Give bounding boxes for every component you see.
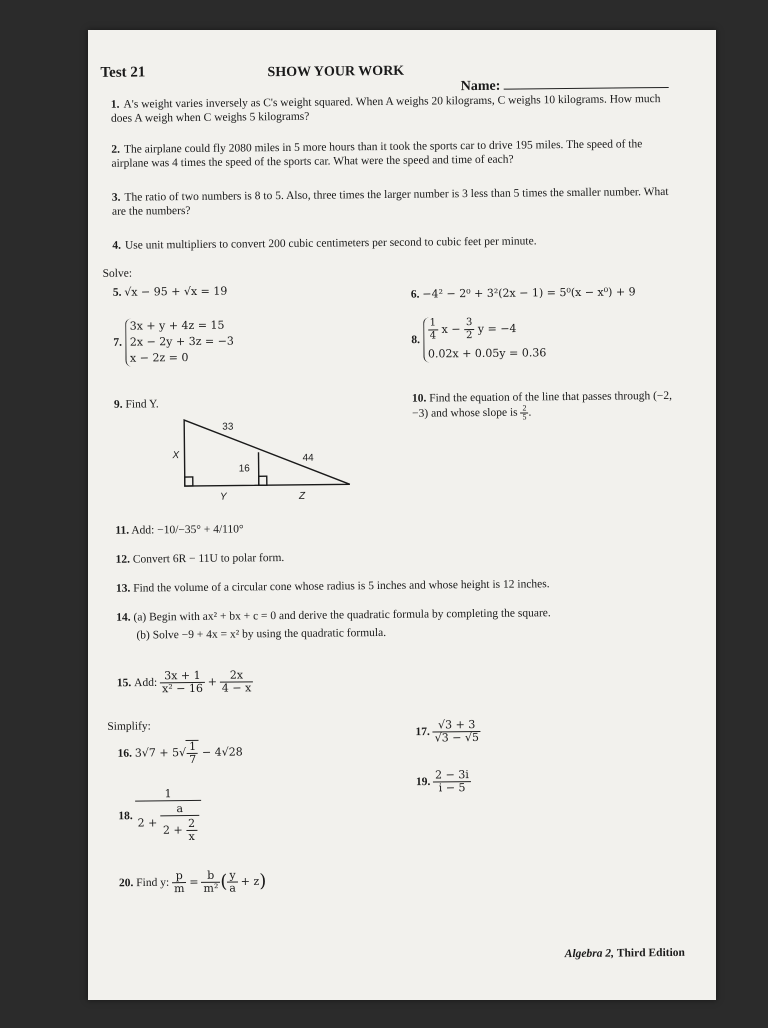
problem-15: 15. Add: $\frac{3x + 1}{\text{x² − 16}}$ + $\frac{2x}{4 - x}$	[117, 669, 254, 695]
equation-system	[423, 316, 547, 362]
problem-text: Find the equation of the line that passes through (−2, −3) and whose slope is	[412, 390, 672, 420]
problem-text: The ratio of two numbers is 8 to 5. Also, three times the larger number is 3 less than 5 times the smaller number. What are the numbers?	[112, 186, 669, 218]
book-edition: Third Edition	[617, 947, 685, 960]
problem-number: 10.	[412, 393, 426, 405]
problem-5	[113, 285, 228, 300]
problem-10: 10. Find the equation of the line that passes through (−2, −3) and whose slope is $\frac{2}{5}$ .	[412, 389, 682, 423]
problem-17: 17. $\frac{√3 + 3}{√3 - √5}$	[415, 719, 481, 745]
label-44: 44	[303, 453, 315, 464]
book-footer	[565, 947, 685, 960]
problem-part-b: (b) Solve −9 + 4x = x² by using the quadratic formula.	[116, 623, 686, 643]
problem-4	[112, 233, 682, 253]
problem-6	[411, 285, 636, 301]
test-title: Test 21	[100, 64, 145, 81]
problem-number: 7.	[113, 337, 122, 349]
triangle-figure	[164, 412, 360, 504]
problem-number: 19.	[416, 776, 430, 788]
problem-number: 5.	[113, 287, 122, 299]
problem-11	[115, 522, 243, 537]
problem-number: 16.	[118, 748, 132, 760]
problem-number: 3.	[112, 192, 121, 204]
equation: √x − 95 + √x = 19	[124, 285, 227, 299]
problem-text: Add: −10/−35° + 4/110°	[131, 523, 243, 536]
equation-system	[125, 318, 235, 367]
page-heading: SHOW YOUR WORK	[267, 64, 404, 81]
problem-part-a: (a) Begin with ax² + bx + c = 0 and derive the quadratic formula by completing the square.	[133, 607, 550, 623]
problem-20: 20. Find y: $\frac{p}{m}$ = $\frac{b}{\text{m²}}$ ( $\frac{y}{a}$ + z)	[119, 869, 267, 896]
problem-number: 15.	[117, 677, 131, 689]
label-33: 33	[222, 422, 234, 433]
problem-text: Use unit multipliers to convert 200 cubic centimeters per second to cubic feet per minute.	[125, 235, 537, 251]
problem-number: 20.	[119, 877, 133, 889]
problem-19: 19. $\frac{2 - 3i}{i - 5}$	[416, 769, 471, 795]
problem-number: 14.	[116, 612, 130, 624]
problem-number: 17.	[415, 726, 429, 738]
problem-13	[116, 577, 550, 596]
equation-line: $\frac{1}{4}$ x − $\frac{3}{2}$ y = −4	[428, 316, 547, 342]
label-16: 16	[239, 463, 251, 474]
problem-9	[114, 397, 159, 411]
problem-number: 4.	[112, 240, 121, 252]
problem-number: 8.	[411, 334, 420, 346]
problem-18: 18. 1 2 + a 2 + $\frac{2}{x}$	[118, 788, 201, 844]
name-label: Name:	[461, 79, 501, 94]
problem-2	[111, 137, 681, 171]
problem-text: Find the volume of a circular cone whose radius is 5 inches and whose height is 12 inches.	[133, 578, 550, 594]
equation: −4² − 2⁰ + 3²(2x − 1) = 5⁰(x − x⁰) + 9	[422, 285, 635, 300]
problem-7	[113, 318, 234, 367]
simplify-label: Simplify:	[107, 719, 151, 733]
equation-line: 2x − 2y + 3z = −3	[130, 334, 234, 351]
problem-text: A's weight varies inversely as C's weight squared. When A weighs 20 kilograms, C weighs 10 kilograms. How much does A weigh when C weighs 5 kilograms?	[111, 93, 661, 125]
book-title: Algebra 2,	[565, 948, 614, 961]
problem-number: 9.	[114, 399, 123, 411]
problem-number: 11.	[115, 525, 129, 537]
right-angle-mark	[185, 477, 193, 486]
problem-number: 18.	[118, 810, 132, 822]
right-angle-mark	[259, 476, 267, 485]
problem-text: Convert 6R − 11U to polar form.	[133, 552, 285, 566]
label-x: X	[171, 450, 179, 461]
solve-label: Solve:	[103, 267, 133, 281]
problem-12	[116, 551, 285, 567]
equation-line: 0.02x + 0.05y = 0.36	[428, 345, 546, 362]
problem-14	[116, 605, 686, 643]
problem-text: Find Y.	[125, 398, 158, 410]
problem-number: 2.	[111, 144, 120, 156]
problem-number: 6.	[411, 289, 420, 301]
equation-line: 3x + y + 4z = 15	[130, 318, 234, 335]
problem-16: 16. 3√7 + 5√ $\frac{1}{7}$ − 4√28	[118, 739, 243, 766]
problem-number: 13.	[116, 583, 130, 595]
problem-text: Add:	[134, 677, 157, 689]
problem-number: 12.	[116, 554, 130, 566]
label-z: Z	[298, 491, 306, 502]
name-line[interactable]	[504, 73, 669, 90]
label-y: Y	[220, 492, 228, 503]
problem-1	[111, 92, 681, 126]
problem-text: The airplane could fly 2080 miles in 5 more hours than it took the sports car to drive 195 miles. The speed of the airplane was 4 times the speed of the sports car. What were the speed and time of each?	[111, 138, 642, 170]
problem-number: 1.	[111, 99, 120, 111]
problem-3	[112, 185, 682, 219]
equation-line: x − 2z = 0	[130, 350, 234, 367]
problem-8	[411, 316, 546, 362]
